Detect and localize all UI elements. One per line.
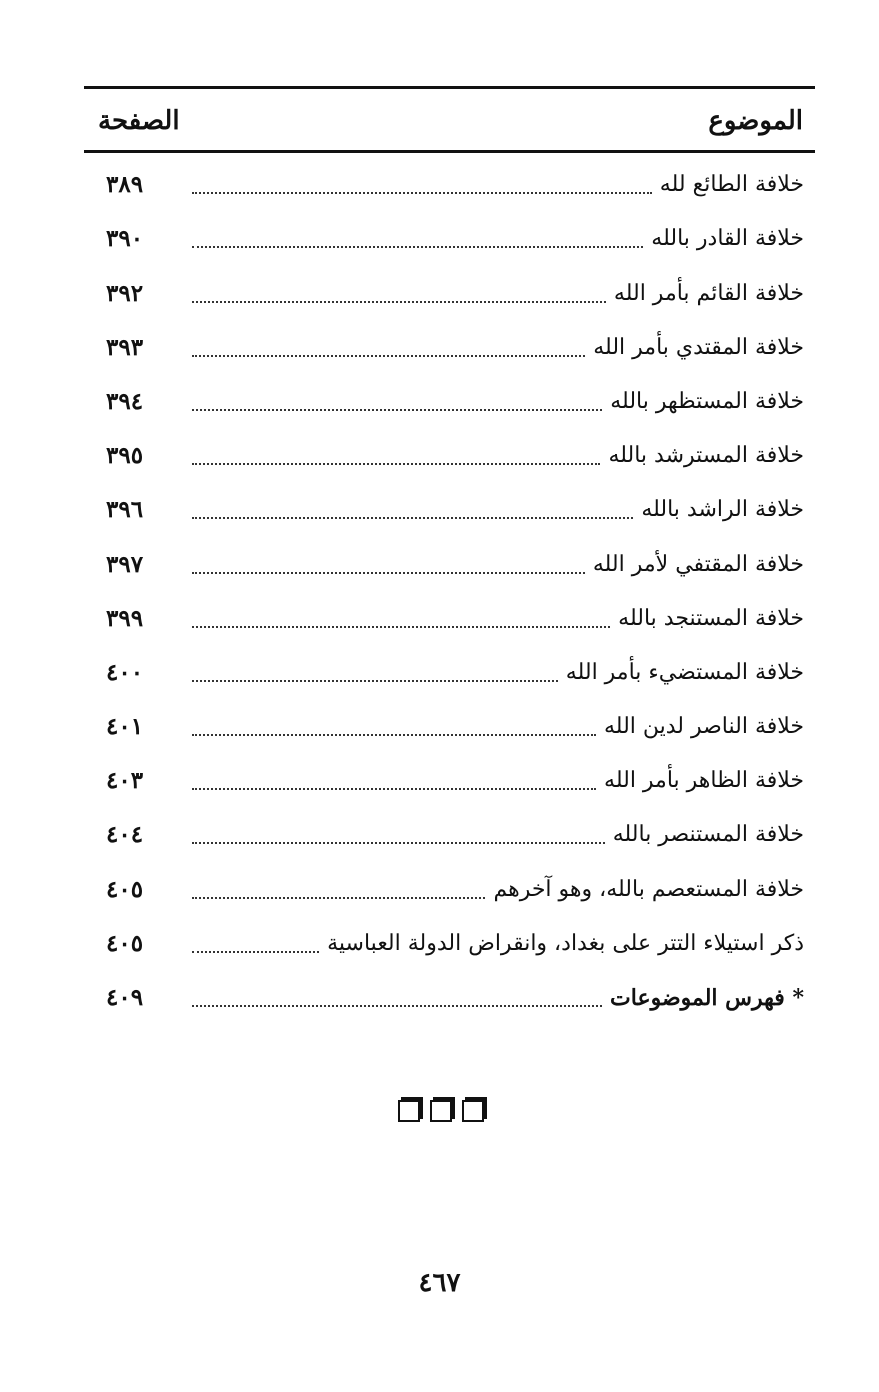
toc-row: [84, 644, 804, 698]
page-number: ٤٦٧: [418, 1268, 461, 1298]
toc-entry-title: خلافة القائم بأمر الله: [613, 280, 804, 306]
toc-page-number: ٣٩٥: [106, 442, 144, 470]
toc-page-number: ٤٠٣: [106, 767, 144, 795]
toc-page-number: ٣٩٦: [106, 496, 144, 524]
section-end-ornament: [398, 1100, 484, 1122]
dot-leader: [192, 192, 652, 194]
dot-leader: [192, 734, 596, 736]
toc-entry-title: خلافة المستظهر بالله: [610, 388, 804, 414]
toc-page-number: ٣٩٤: [106, 387, 144, 415]
toc-page-number: ٤٠٥: [106, 929, 144, 957]
toc-entry-title: خلافة الناصر لدين الله: [603, 714, 804, 740]
toc-page-number: ٣٨٩: [106, 171, 144, 199]
dot-leader: [192, 897, 485, 899]
dot-leader: [192, 680, 558, 682]
toc-row: [84, 373, 804, 427]
toc-row: [84, 969, 804, 1023]
dot-leader: [192, 517, 633, 519]
toc-entry-title: ذكر استيلاء التتر على بغداد، وانقراض الدولة العباسية: [327, 930, 804, 956]
toc-page-number: ٣٩٩: [106, 604, 144, 632]
toc-page-number: ٣٩٢: [106, 279, 144, 307]
toc-entry-title: خلافة الطائع لله: [659, 172, 804, 198]
dot-leader: [192, 355, 585, 357]
dot-leader: [192, 1005, 602, 1007]
square-ornament-icon: [398, 1100, 420, 1122]
topic-column-header: الموضوع: [708, 106, 803, 136]
toc-entry-title: خلافة المستنصر بالله: [612, 822, 804, 848]
square-ornament-icon: [430, 1100, 452, 1122]
toc-entry-title: خلافة القادر بالله: [651, 226, 804, 252]
toc-page-number: ٤٠٤: [106, 821, 144, 849]
toc-page-number: ٤٠١: [106, 713, 144, 741]
dot-leader: [192, 572, 585, 574]
toc-page-number: ٤٠٠: [106, 658, 144, 686]
toc-row: [84, 156, 804, 210]
toc-entry-title: خلافة المستضيء بأمر الله: [565, 659, 804, 685]
header-rule: [84, 150, 815, 153]
toc-page-number: ٤٠٩: [106, 984, 144, 1011]
dot-leader: [192, 301, 606, 303]
toc-entry-title: خلافة المقتدي بأمر الله: [593, 334, 804, 360]
toc-entry-title: خلافة الظاهر بأمر الله: [604, 768, 804, 794]
dot-leader: [192, 842, 605, 844]
toc-row: [84, 535, 804, 589]
dot-leader: [192, 626, 610, 628]
toc-row: [84, 264, 804, 318]
dot-leader: [192, 409, 602, 411]
toc-row: [84, 915, 804, 969]
dot-leader: [192, 951, 319, 953]
table-of-contents: [84, 156, 804, 1023]
top-rule: [84, 86, 815, 89]
toc-row: [84, 481, 804, 535]
toc-entry-title: * فهرس الموضوعات: [610, 985, 804, 1011]
toc-page-number: ٤٠٥: [106, 875, 144, 903]
dot-leader: [192, 246, 643, 248]
square-ornament-icon: [462, 1100, 484, 1122]
toc-row: [84, 806, 804, 860]
toc-entry-title: خلافة المستعصم بالله، وهو آخرهم: [493, 876, 804, 902]
toc-row: [84, 427, 804, 481]
toc-row: [84, 752, 804, 806]
toc-row: [84, 590, 804, 644]
toc-entry-title: خلافة الراشد بالله: [641, 497, 804, 523]
toc-page-number: ٣٩٧: [106, 550, 144, 578]
dot-leader: [192, 463, 600, 465]
toc-entry-title: خلافة المستنجد بالله: [618, 605, 804, 631]
dot-leader: [192, 788, 596, 790]
toc-entry-title: خلافة المقتفي لأمر الله: [592, 551, 804, 577]
toc-row: [84, 698, 804, 752]
page-column-header: الصفحة: [98, 106, 180, 136]
toc-row: [84, 860, 804, 914]
toc-entry-title: خلافة المسترشد بالله: [608, 443, 804, 469]
toc-page-number: ٣٩٠: [106, 225, 144, 253]
toc-page-number: ٣٩٣: [106, 333, 144, 361]
toc-row: [84, 319, 804, 373]
toc-row: [84, 210, 804, 264]
